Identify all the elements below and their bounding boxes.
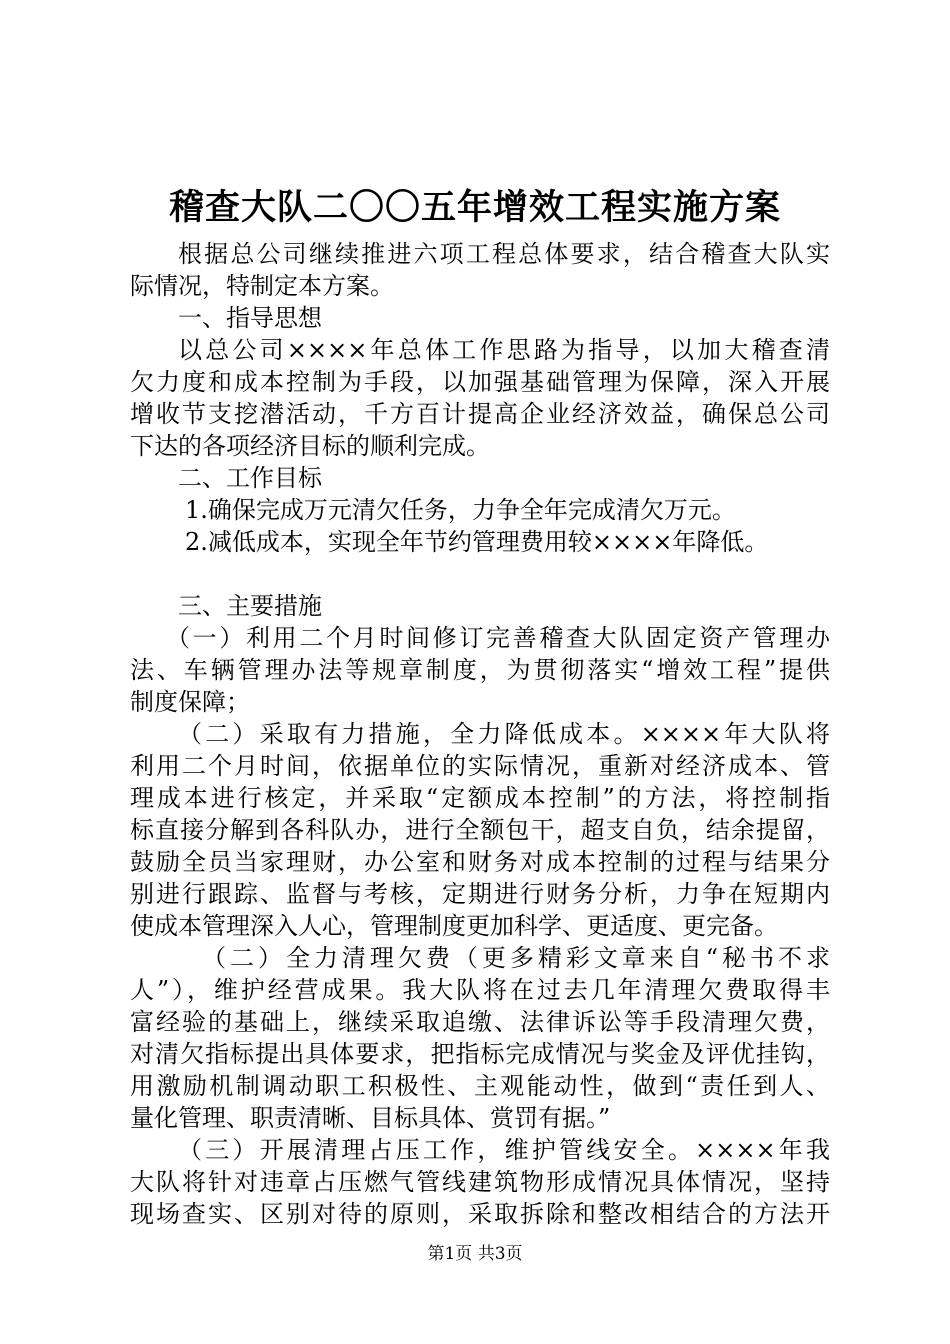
- body-line: 欠力度和成本控制为手段，以加强基础管理为保障，深入开展: [130, 368, 830, 396]
- page-footer: 第1页 共3页: [427, 1244, 523, 1264]
- body-line: 利用二个月时间，依据单位的实际情况，重新对经济成本、管: [130, 752, 830, 780]
- body-line: （一）利用二个月时间修订完善稽查大队固定资产管理办: [166, 624, 830, 652]
- body-line: 制度保障；: [130, 688, 250, 716]
- section-heading: 一、指导思想: [178, 304, 322, 332]
- document-title: 稽查大队二〇〇五年增效工程实施方案: [168, 187, 781, 228]
- body-line: 根据总公司继续推进六项工程总体要求，结合稽查大队实: [178, 240, 830, 268]
- body-line: 对清欠指标提出具体要求，把指标完成情况与奖金及评优挂钩，: [130, 1040, 830, 1068]
- body-line: （二）采取有力措施，全力降低成本。××××年大队将: [178, 720, 830, 748]
- body-line: 下达的各项经济目标的顺利完成。: [130, 432, 490, 460]
- body-line: 鼓励全员当家理财，办公室和财务对成本控制的过程与结果分: [130, 848, 830, 876]
- body-line: 理成本进行核定，并采取“定额成本控制”的方法，将控制指: [130, 784, 830, 812]
- body-line: 大队将针对违章占压燃气管线建筑物形成情况具体情况，坚持: [130, 1168, 830, 1196]
- body-line: 量化管理、职责清晰、目标具体、赏罚有据。”: [130, 1104, 611, 1132]
- section-heading: 三、主要措施: [178, 592, 322, 620]
- section-heading: 二、工作目标: [178, 464, 322, 492]
- body-line: 以总公司××××年总体工作思路为指导，以加大稽查清: [178, 336, 830, 364]
- body-line: 人”），维护经营成果。我大队将在过去几年清理欠费取得丰: [130, 976, 830, 1004]
- body-line: （二）全力清理欠费（更多精彩文章来自“秘书不求: [202, 944, 830, 972]
- body-line: 法、车辆管理办法等规章制度，为贯彻落实“增效工程”提供: [130, 656, 830, 684]
- body-line: 现场查实、区别对待的原则，采取拆除和整改相结合的方法开: [130, 1200, 830, 1228]
- goal-item: 2.减低成本，实现全年节约管理费用较××××年降低。: [185, 528, 769, 556]
- body-line: 使成本管理深入人心，管理制度更加科学、更适度、更完备。: [130, 912, 778, 940]
- body-line: 增收节支挖潜活动，千方百计提高企业经济效益，确保总公司: [130, 400, 830, 428]
- body-line: 别进行跟踪、监督与考核，定期进行财务分析，力争在短期内: [130, 880, 830, 908]
- body-line: 用激励机制调动职工积极性、主观能动性，做到“责任到人、: [130, 1072, 830, 1100]
- body-line: 际情况，特制定本方案。: [130, 272, 394, 300]
- body-line: 富经验的基础上，继续采取追缴、法律诉讼等手段清理欠费，: [130, 1008, 830, 1036]
- goal-item: 1.确保完成万元清欠任务，力争全年完成清欠万元。: [185, 496, 736, 524]
- body-line: 标直接分解到各科队办，进行全额包干，超支自负，结余提留，: [130, 816, 830, 844]
- body-line: （三）开展清理占压工作，维护管线安全。××××年我: [178, 1136, 830, 1164]
